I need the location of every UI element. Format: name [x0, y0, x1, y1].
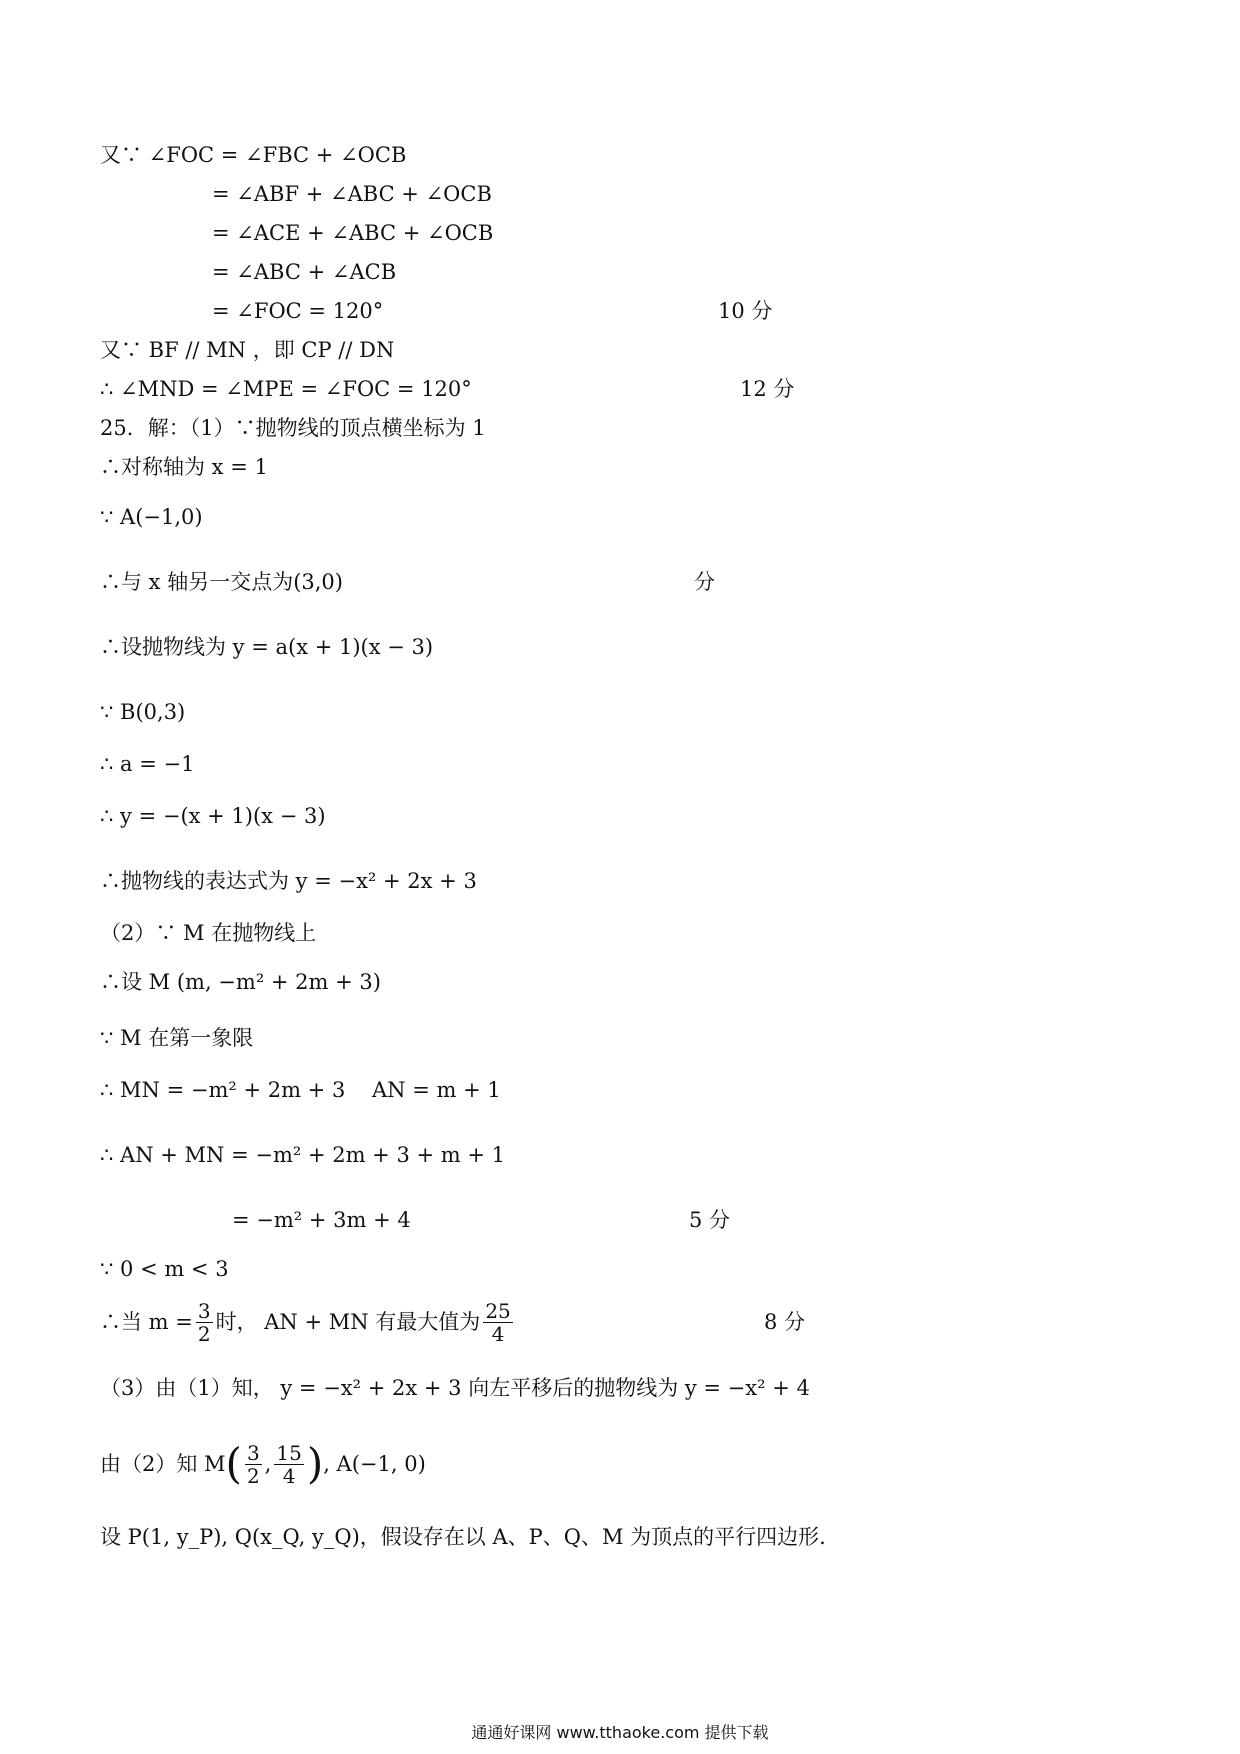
left-paren: (	[225, 1439, 242, 1488]
solution-line: ∵ 0 < m < 3	[100, 1257, 229, 1281]
fraction-denominator: 2	[197, 1321, 211, 1346]
solution-line: ∴抛物线的表达式为 y = −x² + 2x + 3	[100, 869, 477, 893]
max-line-middle: 时， AN + MN 有最大值为	[215, 1310, 481, 1334]
fraction-denominator: 4	[491, 1321, 505, 1346]
score-5: 5 分	[689, 1208, 731, 1232]
fraction-numerator: 25	[485, 1298, 511, 1323]
fraction-max-value	[483, 1300, 512, 1345]
fraction-numerator: 15	[276, 1440, 302, 1465]
solution-line: ∵ A(−1,0)	[100, 505, 203, 529]
fraction-denominator: 2	[246, 1463, 260, 1488]
fraction-numerator: 3	[246, 1440, 260, 1465]
solution-line: ∴与 x 轴另一交点为(3,0)	[100, 570, 343, 594]
proof-line-5: = ∠FOC = 120°	[212, 299, 384, 323]
fraction-denominator: 4	[282, 1463, 296, 1488]
fraction-m-value	[196, 1300, 213, 1345]
solution-line: ∴设抛物线为 y = a(x + 1)(x − 3)	[100, 635, 434, 659]
m-line-suffix: , A(−1, 0)	[323, 1452, 426, 1476]
fraction-m-y	[274, 1442, 303, 1487]
part3-assumption-line: 设 P(1, y_P), Q(x_Q, y_Q)，假设存在以 A、P、Q、M 为顶点的平行四边形.	[100, 1525, 826, 1549]
solution-line: ∴设 M (m, −m² + 2m + 3)	[100, 970, 381, 994]
score-8: 8 分	[764, 1310, 806, 1334]
solution-line: ∵ M 在第一象限	[100, 1026, 254, 1050]
proof-line-7: ∴ ∠MND = ∠MPE = ∠FOC = 120°	[100, 377, 472, 401]
proof-line-4: = ∠ABC + ∠ACB	[212, 260, 397, 284]
fraction-m-x	[245, 1442, 262, 1487]
score-12: 12 分	[740, 377, 795, 401]
score-10: 10 分	[718, 299, 773, 323]
solution-line: （2）∵ M 在抛物线上	[100, 921, 317, 945]
right-paren: )	[306, 1439, 324, 1488]
score-blank: 分	[694, 570, 715, 594]
max-line-prefix: ∴当 m =	[100, 1310, 193, 1334]
solution-line: ∵ B(0,3)	[100, 700, 186, 724]
proof-line-6: 又∵ BF // MN ，即 CP // DN	[100, 338, 395, 362]
solution-line: = −m² + 3m + 4	[232, 1208, 411, 1232]
solution-line: ∴ MN = −m² + 2m + 3 AN = m + 1	[100, 1078, 501, 1102]
m-coordinate-line	[100, 1432, 426, 1496]
proof-line-2: = ∠ABF + ∠ABC + ∠OCB	[212, 182, 492, 206]
m-line-prefix: 由（2）知 M	[100, 1452, 226, 1476]
solution-line: ∴对称轴为 x = 1	[100, 455, 268, 479]
solution-line: ∴ a = −1	[100, 752, 195, 776]
q25-header: 25．解：（1）∵抛物线的顶点横坐标为 1	[100, 416, 486, 440]
solution-line: ∴ y = −(x + 1)(x − 3)	[100, 804, 326, 828]
proof-line-3: = ∠ACE + ∠ABC + ∠OCB	[212, 221, 494, 245]
page-footer: 通通好课网 www.tthaoke.com 提供下载	[471, 1723, 769, 1742]
fraction-numerator: 3	[197, 1298, 211, 1323]
comma: ,	[264, 1452, 272, 1476]
part3-line: （3）由（1）知， y = −x² + 2x + 3 向左平移后的抛物线为 y = −x² + 4	[100, 1376, 810, 1400]
proof-line-1: 又∵ ∠FOC = ∠FBC + ∠OCB	[100, 143, 407, 167]
max-value-line	[100, 1294, 516, 1350]
solution-line: ∴ AN + MN = −m² + 2m + 3 + m + 1	[100, 1143, 505, 1167]
